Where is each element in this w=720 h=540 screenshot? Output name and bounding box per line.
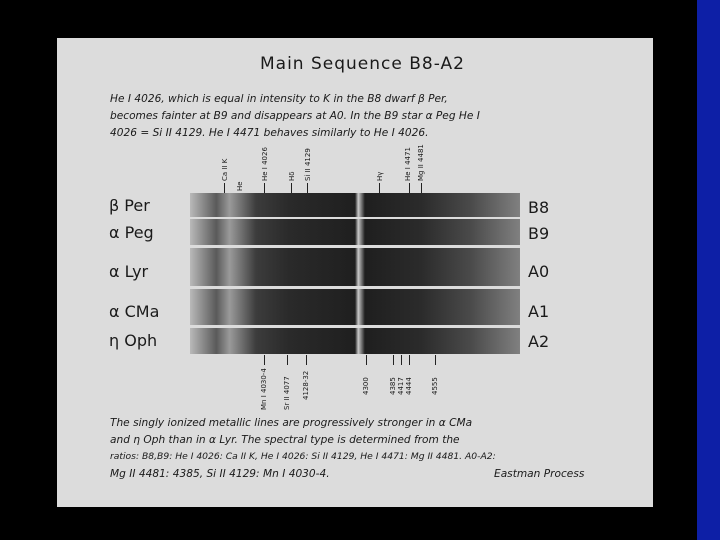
bottom-label-4555: 4555 (431, 377, 439, 395)
bottom-label-4300: 4300 (362, 377, 370, 395)
tick-mark (401, 355, 402, 365)
tick-mark (409, 183, 410, 193)
top-label-he-i-4026: He I 4026 (261, 147, 269, 181)
spectral-type-a2: A2 (528, 332, 550, 351)
tick-mark (264, 183, 265, 193)
star-name-alpha-lyr: α Lyr (109, 262, 149, 281)
spectrum-alpha-cma (190, 289, 520, 325)
tick-mark (306, 355, 307, 365)
top-label-mg-ii-4481: Mg II 4481 (417, 144, 425, 181)
star-name-alpha-cma: α CMa (109, 302, 160, 321)
tick-mark (287, 355, 288, 365)
intro-line-2: becomes fainter at B9 and disappears at A0. In the B9 star α Peg He I (110, 110, 480, 122)
right-accent-bar (697, 0, 720, 540)
top-label-h-gamma: Hγ (376, 171, 384, 181)
top-label-si-ii-4129: Si II 4129 (304, 148, 312, 181)
tick-mark (264, 355, 265, 365)
bottom-label-mn-i-4030: Mn I 4030-4 (260, 368, 268, 410)
tick-mark (291, 183, 292, 193)
spectrum-alpha-lyr (190, 248, 520, 286)
outro-line-3: ratios: B8,B9: He I 4026: Ca II K, He I 4026: Si II 4129, He I 4471: Mg II 4481. A0-A2: (110, 451, 496, 462)
tick-mark (409, 355, 410, 365)
tick-mark (421, 183, 422, 193)
spectral-type-b9: B9 (528, 224, 550, 243)
star-name-alpha-peg: α Peg (109, 223, 154, 242)
top-label-h-delta: Hδ (288, 171, 296, 181)
spectrum-eta-oph (190, 328, 520, 354)
star-name-beta-per: β Per (109, 196, 150, 215)
top-label-he-i-4471: He I 4471 (404, 147, 412, 181)
tick-mark (435, 355, 436, 365)
spectrum-plate (57, 38, 653, 507)
star-name-eta-oph: η Oph (109, 331, 158, 350)
spectrum-alpha-peg (190, 219, 520, 245)
bottom-label-4417: 4417 (397, 377, 405, 395)
tick-mark (379, 183, 380, 193)
spectrum-beta-per (190, 193, 520, 217)
footer-eastman-process: Eastman Process (494, 468, 585, 480)
spectral-type-a1: A1 (528, 302, 550, 321)
spectral-type-a0: A0 (528, 262, 550, 281)
bottom-label-sr-ii-4077: Sr II 4077 (283, 376, 291, 410)
outro-line-4: Mg II 4481: 4385, Si II 4129: Mn I 4030-4. (110, 468, 330, 480)
outro-line-1: The singly ionized metallic lines are progressively stronger in α CMa (110, 417, 473, 429)
intro-line-3: 4026 = Si II 4129. He I 4471 behaves similarly to He I 4026. (110, 127, 429, 139)
tick-mark (224, 183, 225, 193)
top-label-ca-ii-k: Ca II K (221, 158, 229, 181)
spectral-type-b8: B8 (528, 198, 550, 217)
tick-mark (366, 355, 367, 365)
bottom-label-4128-32: 4128-32 (302, 370, 310, 400)
tick-mark (393, 355, 394, 365)
document-title: Main Sequence B8-A2 (260, 54, 465, 74)
intro-line-1: He I 4026, which is equal in intensity to K in the B8 dwarf β Per, (110, 93, 448, 105)
bottom-label-4385: 4385 (389, 377, 397, 395)
tick-mark (307, 183, 308, 193)
bottom-label-4444: 4444 (405, 377, 413, 395)
top-label-he: He (236, 181, 244, 191)
outro-line-2: and η Oph than in α Lyr. The spectral type is determined from the (110, 434, 460, 446)
